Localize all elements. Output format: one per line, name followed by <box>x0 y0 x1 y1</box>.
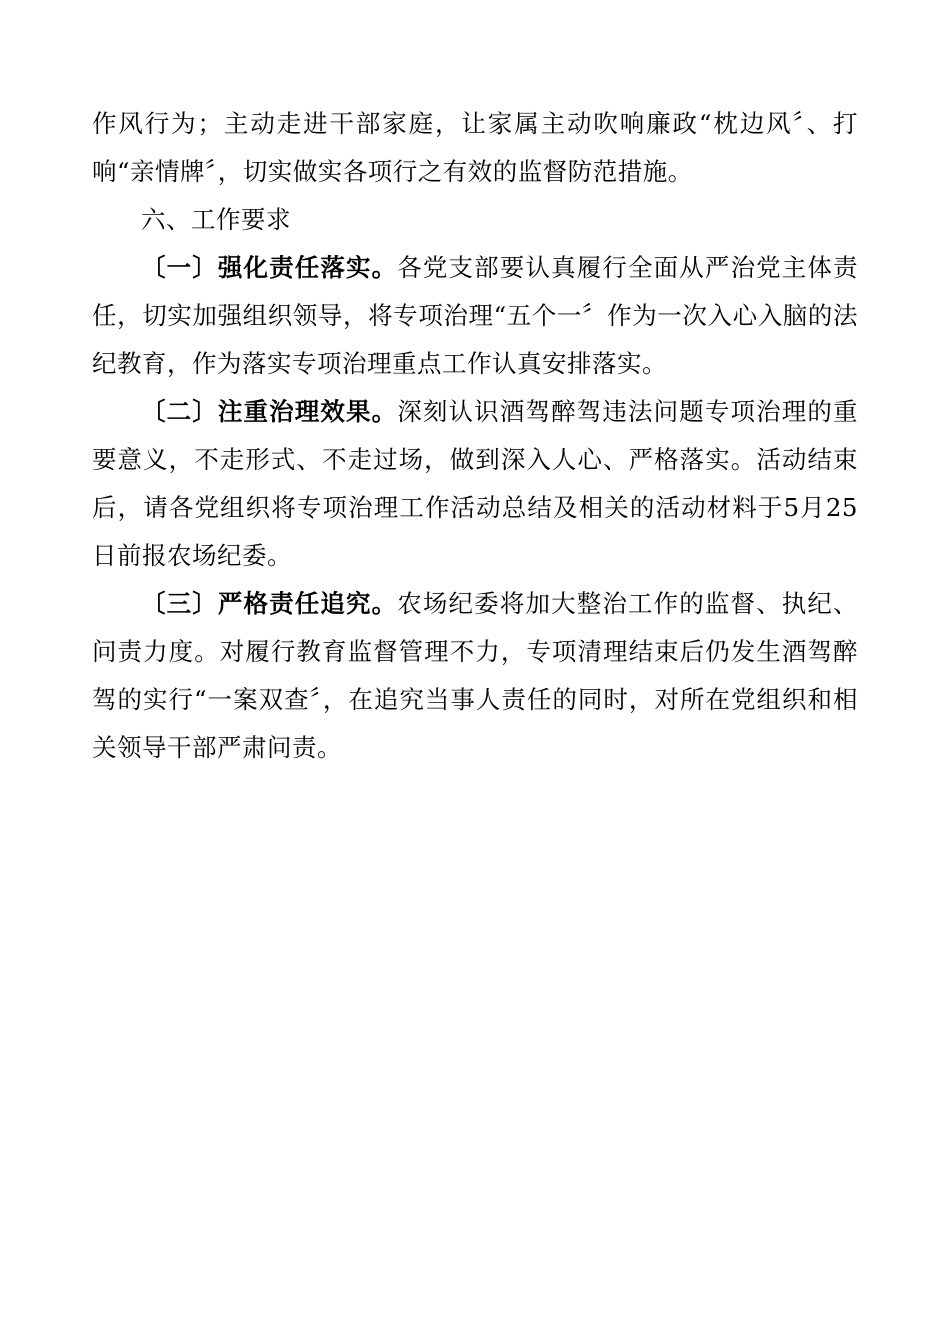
paragraph-item-1 <box>92 244 858 388</box>
paragraph-text: 作风行为；主动走进干部家庭，让家属主动吹响廉政“枕边风〞、打响“亲情牌〞，切实做实各项行之有效的监督防范措施。 <box>92 109 858 186</box>
paragraph-text: 深刻认识酒驾醉驾违法问题专项治理的重要意义，不走形式、不走过场，做到深入人心、严格落实。活动结束后，请各党组织将专项治理工作活动总结及相关的活动材料于5月25日前报农场纪委。 <box>92 397 858 570</box>
paragraph-text: 农场纪委将加大整治工作的监督、执纪、问责力度。对履行教育监督管理不力，专项清理结束后仍发生酒驾醉驾的实行“一案双查〞，在追究当事人责任的同时，对所在党组织和相关领导干部严肃问责。 <box>92 589 858 762</box>
paragraph-lead: 〔三〕严格责任追究。 <box>141 589 398 618</box>
document-page <box>92 100 858 772</box>
paragraph-continuation <box>92 100 858 196</box>
paragraph-item-2 <box>92 388 858 580</box>
section-heading-text: 六、工作要求 <box>141 205 291 234</box>
paragraph-lead: 〔一〕强化责任落实。 <box>141 253 398 282</box>
paragraph-text: 各党支部要认真履行全面从严治党主体责任，切实加强组织领导，将专项治理“五个一〞作为一次入心入脑的法纪教育，作为落实专项治理重点工作认真安排落实。 <box>92 253 858 378</box>
paragraph-item-3 <box>92 580 858 772</box>
section-heading <box>92 196 858 244</box>
paragraph-lead: 〔二〕注重治理效果。 <box>141 397 398 426</box>
